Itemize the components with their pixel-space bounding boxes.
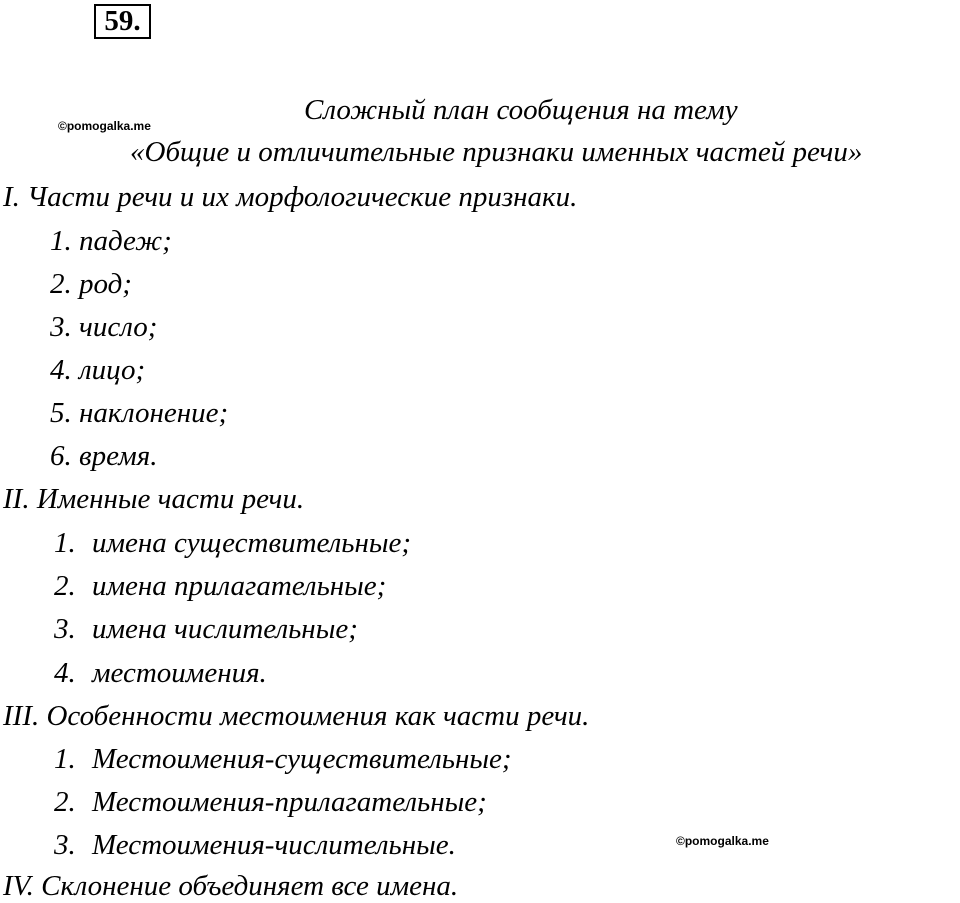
list-item [54, 828, 456, 862]
item-text: имена прилагательные; [92, 570, 387, 602]
item-number: 5. [50, 397, 72, 429]
list-item [50, 267, 132, 301]
watermark-top: ©pomogalka.me [58, 119, 151, 133]
list-item [50, 224, 172, 258]
item-number: 2. [54, 570, 76, 602]
item-text: имена числительные; [92, 613, 358, 645]
item-text: время. [79, 440, 158, 472]
section-heading-1: I. Части речи и их морфологические признаки. [3, 181, 578, 213]
plan-title-line2: «Общие и отличительные признаки именных частей речи» [130, 136, 863, 168]
list-item [54, 742, 512, 776]
item-text: местоимения. [92, 657, 267, 689]
list-item [54, 656, 267, 690]
item-number: 4. [54, 657, 76, 689]
plan-title-line1: Сложный план сообщения на тему [304, 94, 738, 126]
item-number: 1. [54, 527, 76, 559]
item-number: 2. [50, 268, 72, 300]
list-item [54, 612, 358, 646]
item-number: 3. [50, 311, 72, 343]
item-text: Местоимения-прилагательные; [92, 786, 487, 818]
item-text: лицо; [79, 354, 146, 386]
list-item [54, 526, 411, 560]
section-heading-4: IV. Склонение объединяет все имена. [3, 870, 459, 902]
item-text: Местоимения-существительные; [92, 743, 512, 775]
item-text: имена существительные; [92, 527, 412, 559]
item-number: 1. [50, 225, 72, 257]
list-item [50, 439, 157, 473]
item-number: 1. [54, 743, 76, 775]
item-number: 6. [50, 440, 72, 472]
item-text: Местоимения-числительные. [92, 829, 456, 861]
section-heading-2: II. Именные части речи. [3, 483, 305, 515]
item-text: число; [79, 311, 158, 343]
item-number: 3. [54, 829, 76, 861]
watermark-bottom: ©pomogalka.me [676, 834, 769, 848]
list-item [50, 310, 157, 344]
list-item [50, 396, 228, 430]
task-number: 59. [94, 4, 151, 39]
list-item [50, 353, 145, 387]
list-item [54, 569, 386, 603]
item-text: наклонение; [79, 397, 229, 429]
item-number: 2. [54, 786, 76, 818]
item-text: род; [79, 268, 132, 300]
list-item [54, 785, 487, 819]
section-heading-3: III. Особенности местоимения как части речи. [3, 700, 590, 732]
item-number: 3. [54, 613, 76, 645]
item-text: падеж; [79, 225, 172, 257]
item-number: 4. [50, 354, 72, 386]
